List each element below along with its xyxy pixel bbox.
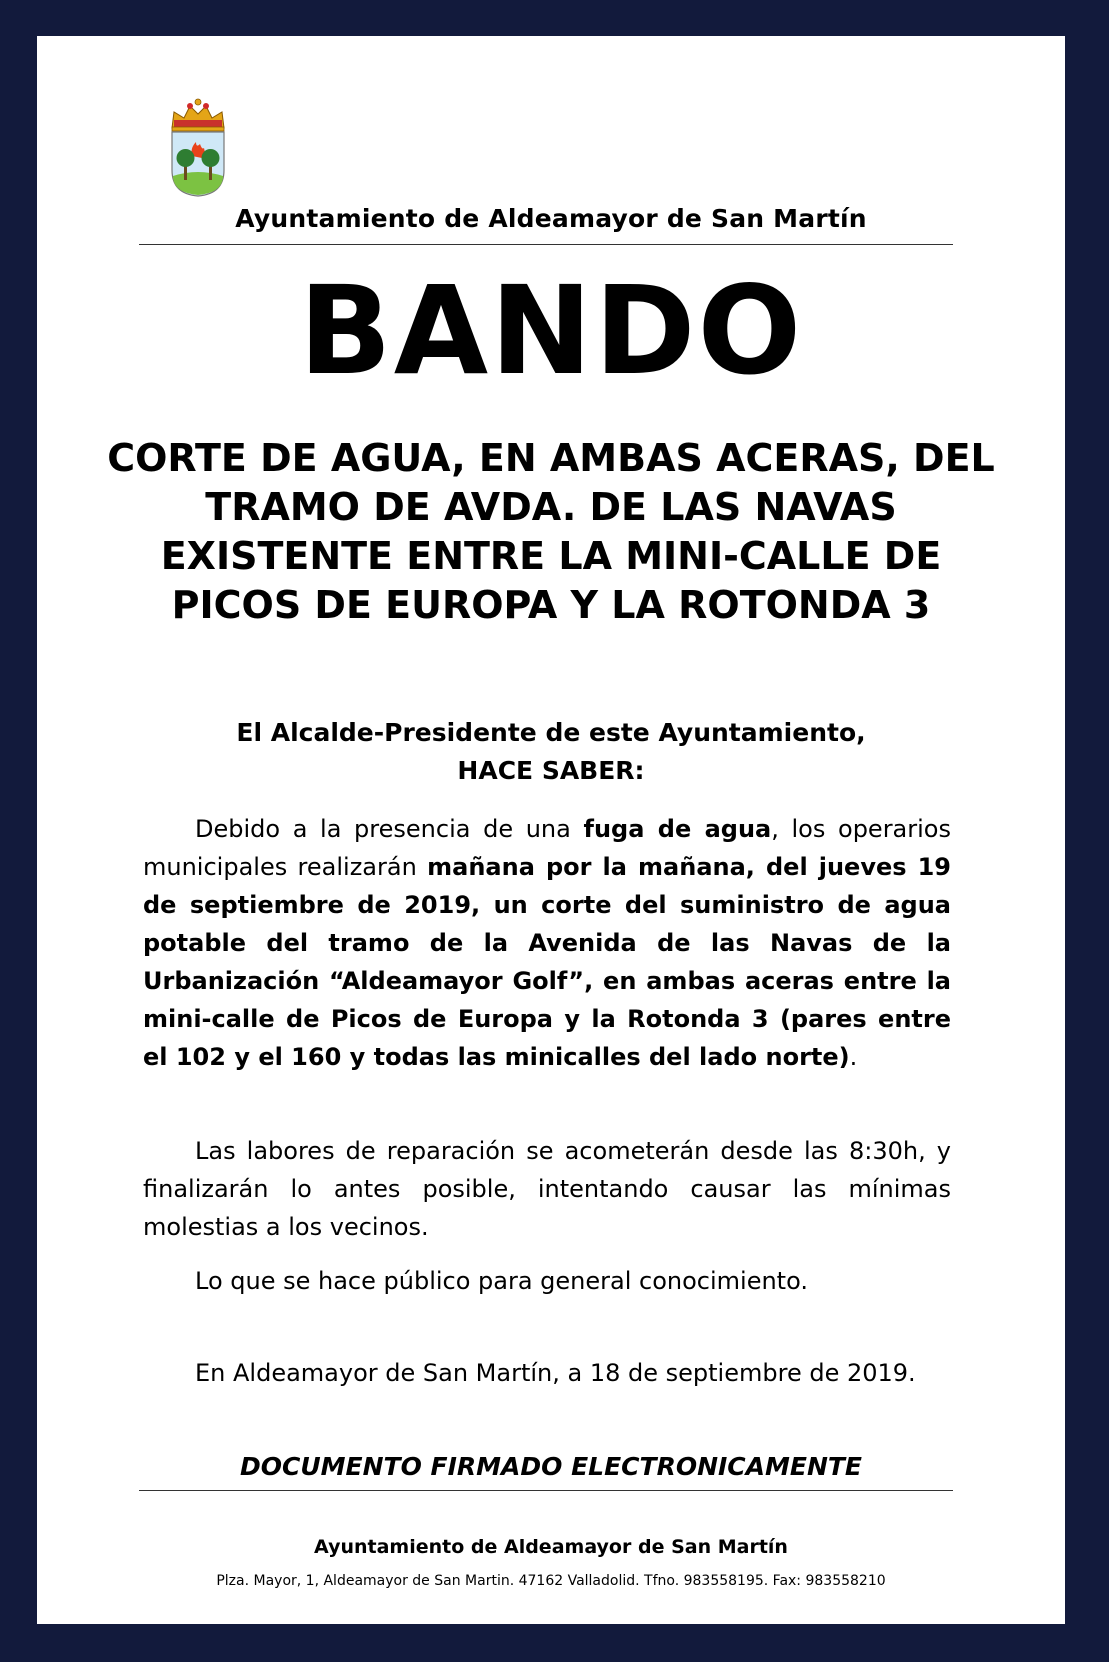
headline: BANDO [298,260,804,402]
header-title: Ayuntamiento de Aldeamayor de San Martín [235,204,867,233]
footer-address: Plza. Mayor, 1, Aldeamayor de San Martin. 47162 Valladolid. Tfno. 983558195. Fax: 983558210 [216,1573,886,1589]
signature-note: DOCUMENTO FIRMADO ELECTRONICAMENTE [239,1452,863,1481]
announcer-line-2: HACE SABER: [457,756,645,785]
footer-divider [139,1490,953,1491]
paragraph-1-bold-b: mañana por la mañana, del jueves 19 de septiembre de 2019, un corte del suministro de agua potable del tramo de la Avenida de las Navas de la Urbanización “Aldeamayor Golf”, en ambas aceras entre la mini-calle de Picos de Europa y la Rotonda 3 (pares entre el 102 y el 160 y todas las minicalles del lado norte) [143,853,951,1071]
paragraph-2 [143,1132,951,1246]
paragraph-1-bold-a: fuga de agua [583,815,772,843]
footer-title: Ayuntamiento de Aldeamayor de San Martín [314,1536,788,1558]
place-date [143,1354,951,1392]
coat-of-arms-icon [166,98,230,198]
paragraph-1-text-c: . [849,1043,858,1071]
paragraph-3-text: Lo que se hace público para general conocimiento. [195,1267,808,1295]
paragraph-1-text-a: Debido a la presencia de una [195,815,584,843]
paragraph-2-text: Las labores de reparación se acometerán desde las 8:30h, y finalizarán lo antes posible, intentando causar las mínimas molestias a los vecinos. [143,1137,951,1241]
header-divider [139,244,953,245]
document-page [37,36,1065,1624]
place-date-text: En Aldeamayor de San Martín, a 18 de septiembre de 2019. [195,1359,916,1387]
paragraph-1-text-b: , los operarios municipales realizarán [143,815,951,881]
notice-subject: CORTE DE AGUA, EN AMBAS ACERAS, DEL TRAMO DE AVDA. DE LAS NAVAS EXISTENTE ENTRE LA MINI-CALLE DE PICOS DE EUROPA Y LA ROTONDA 3 [107,436,995,627]
paragraph-3 [143,1262,951,1300]
paragraph-1 [143,810,951,1076]
announcer [37,714,1065,790]
announcer-line-1: El Alcalde-Presidente de este Ayuntamiento, [236,718,866,747]
